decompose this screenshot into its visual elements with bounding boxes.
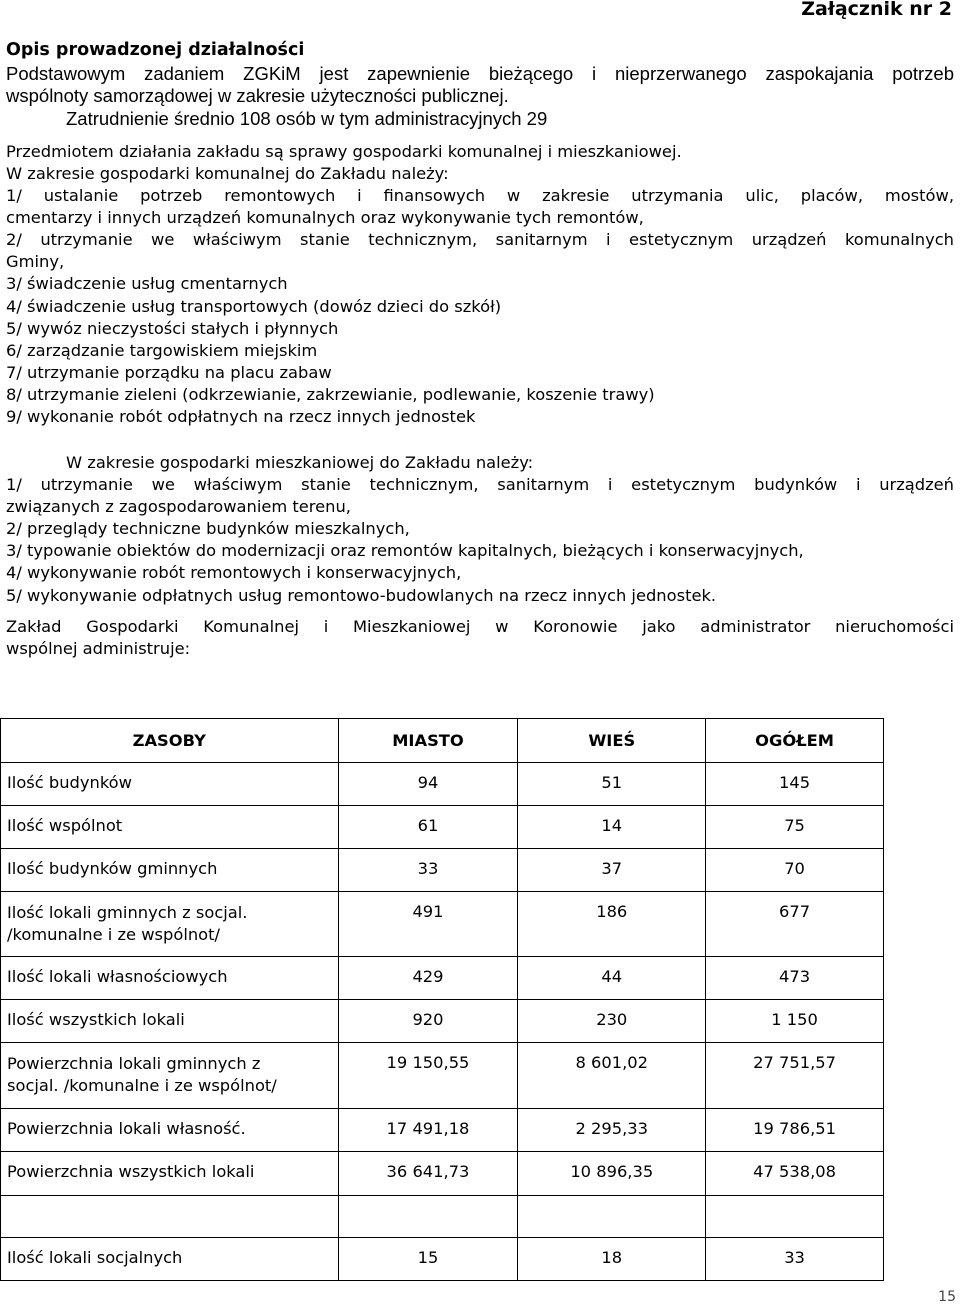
list-item: 1/ ustalanie potrzeb remontowych i finansowych w zakresie utrzymania ulic, placów, mostów, — [6, 186, 954, 205]
cell-wies: 8 601,02 — [518, 1043, 706, 1109]
list-item: 2/ przeglądy techniczne budynków mieszkalnych, — [6, 519, 410, 538]
table-row — [1, 892, 884, 957]
cell-miasto: 17 491,18 — [338, 1109, 518, 1152]
cell-miasto: 15 — [338, 1238, 518, 1281]
cell-wies: 18 — [518, 1238, 706, 1281]
list-item: 3/ typowanie obiektów do modernizacji oraz remontów kapitalnych, bieżących i konserwacyjnych, — [6, 541, 804, 560]
list-item: 4/ wykonywanie robót remontowych i konserwacyjnych, — [6, 563, 462, 582]
cell-ogolem: 75 — [706, 806, 884, 849]
row-label: Ilość budynków gminnych — [1, 849, 339, 892]
cell-ogolem: 677 — [706, 892, 884, 957]
row-label: Ilość lokali własnościowych — [1, 957, 339, 1000]
subject-line: Przedmiotem działania zakładu są sprawy gospodarki komunalnej i mieszkaniowej. — [6, 142, 682, 161]
cell-ogolem: 19 786,51 — [706, 1109, 884, 1152]
row-label: Powierzchnia lokali własność. — [1, 1109, 339, 1152]
table-header-row — [1, 719, 884, 763]
cell-miasto: 33 — [338, 849, 518, 892]
cell-miasto: 19 150,55 — [338, 1043, 518, 1109]
header-miasto: MIASTO — [338, 719, 518, 763]
row-label — [1, 892, 339, 957]
section-heading: Opis prowadzonej działalności — [6, 40, 305, 60]
list-item: 2/ utrzymanie we właściwym stanie technicznym, sanitarnym i estetycznym urządzeń komunalnych — [6, 230, 954, 249]
header-zasoby: ZASOBY — [1, 719, 339, 763]
cell-miasto: 491 — [338, 892, 518, 957]
intro-line-1: Podstawowym zadaniem ZGKiM jest zapewnienie bieżącego i nieprzerwanego zaspokajania potrzeb — [6, 63, 954, 84]
communal-title: W zakresie gospodarki komunalnej do Zakładu należy: — [6, 164, 449, 183]
employment-line: Zatrudnienie średnio 108 osób w tym administracyjnych 29 — [66, 108, 548, 129]
cell-wies: 44 — [518, 957, 706, 1000]
cell-miasto: 429 — [338, 957, 518, 1000]
administration-line-2: wspólnej administruje: — [6, 639, 191, 658]
cell-miasto: 920 — [338, 1000, 518, 1043]
empty-cell — [518, 1196, 706, 1238]
cell-miasto: 61 — [338, 806, 518, 849]
cell-wies: 37 — [518, 849, 706, 892]
table-row-empty — [1, 1196, 884, 1238]
list-item: 7/ utrzymanie porządku na placu zabaw — [6, 363, 332, 382]
intro-line-2: wspólnoty samorządowej w zakresie użyteczności publicznej. — [6, 85, 509, 106]
table-row — [1, 849, 884, 892]
list-item: Gminy, — [6, 252, 65, 271]
row-label: Ilość wspólnot — [1, 806, 339, 849]
row-label — [1, 1043, 339, 1109]
row-label: Ilość wszystkich lokali — [1, 1000, 339, 1043]
row-label: Ilość budynków — [1, 763, 339, 806]
list-item: 4/ świadczenie usług transportowych (dowóz dzieci do szkół) — [6, 297, 502, 316]
row-label-line-1: Ilość lokali gminnych z socjal. — [7, 903, 248, 922]
resources-table — [0, 718, 884, 1281]
table-row — [1, 806, 884, 849]
cell-ogolem: 47 538,08 — [706, 1152, 884, 1196]
cell-miasto: 94 — [338, 763, 518, 806]
cell-wies: 2 295,33 — [518, 1109, 706, 1152]
list-item: związanych z zagospodarowaniem terenu, — [6, 497, 351, 516]
table-row — [1, 1000, 884, 1043]
empty-cell — [338, 1196, 518, 1238]
row-label-line-1: Powierzchnia lokali gminnych z — [7, 1054, 261, 1073]
row-label-line-2: /komunalne i ze wspólnot/ — [7, 925, 221, 944]
list-item: 8/ utrzymanie zieleni (odkrzewianie, zakrzewianie, podlewanie, koszenie trawy) — [6, 385, 655, 404]
attachment-label: Załącznik nr 2 — [801, 0, 952, 20]
table-row — [1, 1043, 884, 1109]
cell-ogolem: 473 — [706, 957, 884, 1000]
list-item: 3/ świadczenie usług cmentarnych — [6, 274, 288, 293]
list-item: 9/ wykonanie robót odpłatnych na rzecz innych jednostek — [6, 407, 476, 426]
table-row — [1, 763, 884, 806]
cell-wies: 51 — [518, 763, 706, 806]
list-item: 1/ utrzymanie we właściwym stanie technicznym, sanitarnym i estetycznym budynków i urządzeń — [6, 475, 954, 494]
row-label-line-2: socjal. /komunalne i ze wspólnot/ — [7, 1076, 277, 1095]
housing-title: W zakresie gospodarki mieszkaniowej do Zakładu należy: — [66, 453, 534, 472]
table-row — [1, 957, 884, 1000]
cell-wies: 186 — [518, 892, 706, 957]
list-item: 6/ zarządzanie targowiskiem miejskim — [6, 341, 318, 360]
cell-ogolem: 145 — [706, 763, 884, 806]
table-row — [1, 1152, 884, 1196]
cell-ogolem: 70 — [706, 849, 884, 892]
row-label: Powierzchnia wszystkich lokali — [1, 1152, 339, 1196]
table-row — [1, 1109, 884, 1152]
empty-cell — [1, 1196, 339, 1238]
empty-cell — [706, 1196, 884, 1238]
cell-wies: 10 896,35 — [518, 1152, 706, 1196]
page-number: 15 — [938, 1289, 956, 1305]
list-item: 5/ wykonywanie odpłatnych usług remontowo-budowlanych na rzecz innych jednostek. — [6, 586, 717, 605]
cell-ogolem: 33 — [706, 1238, 884, 1281]
cell-wies: 14 — [518, 806, 706, 849]
header-ogolem: OGÓŁEM — [706, 719, 884, 763]
header-wies: WIEŚ — [518, 719, 706, 763]
list-item: 5/ wywóz nieczystości stałych i płynnych — [6, 319, 339, 338]
table-row — [1, 1238, 884, 1281]
row-label: Ilość lokali socjalnych — [1, 1238, 339, 1281]
administration-line-1: Zakład Gospodarki Komunalnej i Mieszkaniowej w Koronowie jako administrator nieruchomości — [6, 617, 954, 636]
cell-wies: 230 — [518, 1000, 706, 1043]
cell-ogolem: 27 751,57 — [706, 1043, 884, 1109]
cell-ogolem: 1 150 — [706, 1000, 884, 1043]
cell-miasto: 36 641,73 — [338, 1152, 518, 1196]
list-item: cmentarzy i innych urządzeń komunalnych oraz wykonywanie tych remontów, — [6, 208, 644, 227]
